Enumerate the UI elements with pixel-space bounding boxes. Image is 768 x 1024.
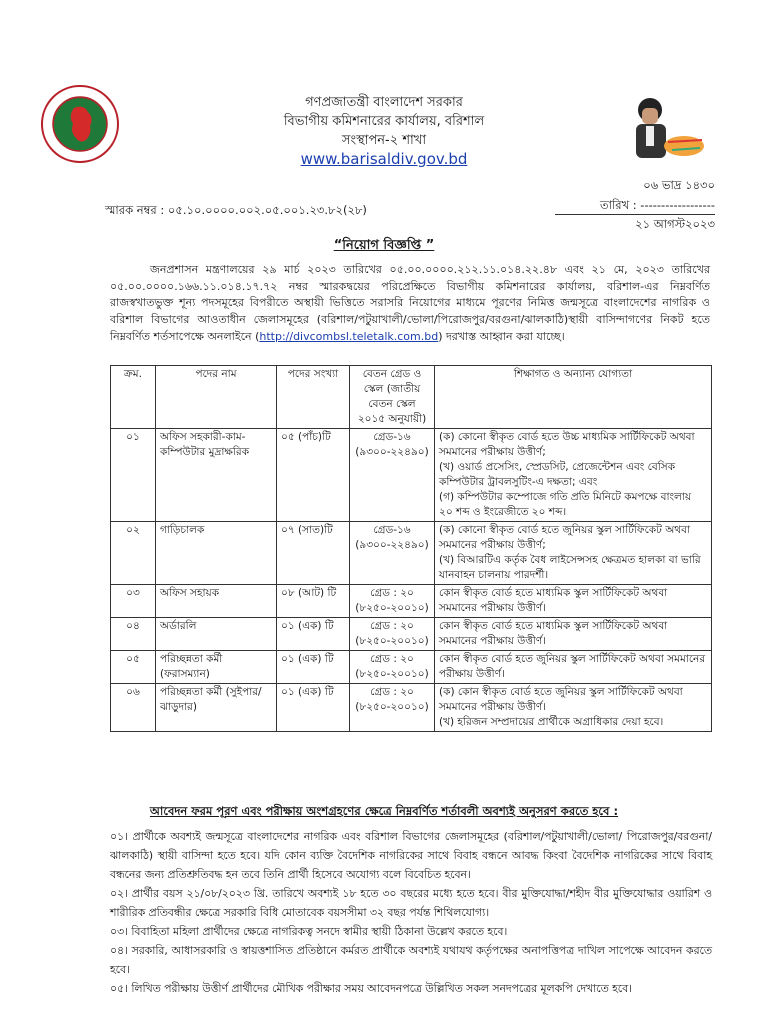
condition-item: ০৩। বিবাহিতা মহিলা প্রার্থীদের ক্ষেত্রে নাগরিকত্ব সনদে স্বামীর স্থায়ী ঠিকানা উল্লেখ করতে হবে। bbox=[110, 925, 508, 938]
row-serial: ০৩ bbox=[111, 585, 156, 618]
application-link[interactable]: http://divcombsl.teletalk.com.bd bbox=[259, 329, 439, 343]
row-post-name: অর্ডারলি bbox=[156, 618, 277, 651]
posts-table bbox=[110, 365, 712, 732]
col-header-qualification: শিক্ষাগত ও অন্যান্য যোগ্যতা bbox=[435, 366, 712, 429]
col-header-count: পদের সংখ্যা bbox=[277, 366, 350, 429]
qualification-item: (খ) বিআরটিএ কর্তৃক বৈধ লাইসেন্সসহ ক্ষেত্রমত হালকা বা ভারি যানবাহন চালনায় পারদর্শী। bbox=[439, 554, 701, 581]
intro-text-1: জনপ্রশাসন মন্ত্রণালয়ের ২৯ মার্চ ২০২৩ তারিখের ০৫.০০.০০০০.২১২.১১.০১৪.২২.৪৮ এবং ২১ মে, ২০২৩ তারিখের ০৫.০০.০০০০.১৬৬.১১.০১৪.১৭.৭২ নম্বর স্মারকদ্বয়ের পরিপ্রেক্ষিতে বিভাগীয় কমিশনারের কার্যালয়, বরিশাল-এর নিম্নবর্ণিত রাজস্বখাতভুক্ত শূন্য পদসমূহের বিপরীতে অস্থায়ী ভিত্তিতে সরাসরি নিয়োগের মাধ্যমে পূরণের নিমিত্ত জন্মসূত্রে বাংলাদেশের নাগরিক ও বরিশাল বিভাগের আওতাধীন জেলাসমূহের (বরিশাল/পটুয়াখালী/ভোলা/পিরোজপুর/বরগুনা/ঝালকাঠি)স্থায়ী বাসিন্দাগণের নিকট হতে নিম্নবর্ণিত শর্তসাপেক্ষে অনলাইনে ( bbox=[110, 263, 710, 343]
row-serial: ০৫ bbox=[111, 651, 156, 684]
row-grade: গ্রেড-১৬ bbox=[373, 431, 411, 443]
qualification-item: কোন স্বীকৃত বোর্ড হতে মাধ্যমিক স্কুল সার্টিফিকেট অথবা সমমানের পরীক্ষায় উত্তীর্ণ। bbox=[439, 620, 668, 647]
row-grade-scale bbox=[350, 429, 435, 522]
col-header-sl: ক্রম. bbox=[111, 366, 156, 429]
condition-item: ০২। প্রার্থীর বয়স ২১/০৮/২০২৩ খ্রি. তারিখে অবশ্যই ১৮ হতে ৩০ বছরের মধ্যে হতে হবে। বীর মুক্তিযোদ্ধা/শহীদ বীর মুক্তিযোদ্ধার ওয়ারিশ ও শারীরিক প্রতিবন্ধীর ক্ষেত্রে সরকারি বিধি মোতাবেক বয়সসীমা ৩২ বছর পর্যন্ত শিথিলযোগ্য। bbox=[110, 887, 712, 919]
table-row bbox=[111, 651, 712, 684]
row-post-count: ০১ (এক) টি bbox=[277, 684, 350, 732]
condition-item: ০১। প্রার্থীকে অবশ্যই জন্মসূত্রে বাংলাদেশের নাগরিক এবং বরিশাল বিভাগের জেলাসমূহের (বরিশাল/পটুয়াখালী/ভোলা/ পিরোজপুর/বরগুনা/ঝালকাঠি) স্থায়ী বাসিন্দা হতে হবে। যদি কোন ব্যক্তি বৈদেশিক নাগরিকের সাথে বিবাহ বন্ধনে আবদ্ধ কিংবা বৈদেশিক নাগরিকের সাথে বিবাহ বন্ধনের জন্য প্রতিশ্রুতিবদ্ধ হন তবে তিনি প্রার্থী হিসেবে অযোগ্য বলে বিবেচিত হবেন। bbox=[110, 830, 712, 881]
row-grade: গ্রেড : ২০ bbox=[370, 620, 414, 632]
qualification-item: (খ) হরিজন সম্প্রদায়ের প্রার্থীকে অগ্রাধিকার দেয়া হবে। bbox=[439, 716, 664, 728]
row-post-count: ০৫ (পাঁচ)টি bbox=[277, 429, 350, 522]
row-qualifications bbox=[435, 429, 712, 522]
qualification-item: (ক) কোনো স্বীকৃত বোর্ড হতে উচ্চ মাধ্যমিক সার্টিফিকেট অথবা সমমানের পরীক্ষায় উত্তীর্ণ; bbox=[439, 431, 695, 458]
condition-item: ০৪। সরকারি, আধাসরকারি ও স্বায়ত্তশাসিত প্রতিষ্ঠানে কর্মরত প্রার্থীকে অবশ্যই যথাযথ কর্তৃপক্ষের অনাপত্তিপত্র দাখিল সাপেক্ষে আবেদন করতে হবে। bbox=[110, 944, 712, 976]
qualification-item: কোন স্বীকৃত বোর্ড হতে জুনিয়র স্কুল সার্টিফিকেট অথবা সমমানের পরীক্ষায় উত্তীর্ণ। bbox=[439, 653, 706, 680]
qualification-item: (খ) ওয়ার্ড প্রসেসিং, স্প্রেডসিট, প্রেজেন্টেশন এবং বেসিক কম্পিউটার ট্রাবলসুটিং-এ দক্ষতা; এবং bbox=[439, 461, 676, 488]
intro-text-2: ) দরখাস্ত আহ্বান করা যাচ্ছে। bbox=[438, 329, 565, 343]
table-row bbox=[111, 618, 712, 651]
row-qualifications bbox=[435, 522, 712, 585]
table-row bbox=[111, 684, 712, 732]
row-scale: (৮২৫০-২০০১০) bbox=[355, 701, 429, 713]
row-serial: ০১ bbox=[111, 429, 156, 522]
row-serial: ০৪ bbox=[111, 618, 156, 651]
row-post-name: অফিস সহায়ক bbox=[156, 585, 277, 618]
header-line-2: বিভাগীয় কমিশনারের কার্যালয়, বরিশাল bbox=[283, 114, 485, 129]
conditions-title: আবেদন ফরম পূরণ এবং পরীক্ষায় অংশগ্রহণের ক্ষেত্রে নিম্নবর্ণিত শর্তাবলী অবশ্যই অনুসরণ করতে হবে : bbox=[149, 804, 619, 818]
row-scale: (৮২৫০-২০০১০) bbox=[355, 635, 429, 647]
table-header-row bbox=[111, 366, 712, 429]
row-post-name: পরিচ্ছন্নতা কর্মী (ফরাসম্যান) bbox=[156, 651, 277, 684]
qualification-item: (ক) কোনো স্বীকৃত বোর্ড হতে জুনিয়র স্কুল সার্টিফিকেট অথবা সমমানের পরীক্ষায় উত্তীর্ণ; bbox=[439, 524, 690, 551]
qualification-item: (ক) কোন স্বীকৃত বোর্ড হতে জুনিয়র স্কুল সার্টিফিকেট অথবা সমমানের পরীক্ষায় উত্তীর্ণ। bbox=[439, 686, 683, 713]
row-scale: (৮২৫০-২০০১০) bbox=[355, 668, 429, 680]
row-scale: (৯৩০০-২২৪৯০) bbox=[355, 539, 429, 551]
row-post-name: পরিচ্ছন্নতা কর্মী (সুইপার/ঝাড়ুদার) bbox=[156, 684, 277, 732]
condition-item: ০৫। লিখিত পরীক্ষায় উত্তীর্ণ প্রার্থীদের মৌখিক পরীক্ষার সময় আবেদনপত্রে উল্লিখিত সকল সনদপত্রের মূলকপি দেখাতে হবে। bbox=[110, 982, 633, 995]
row-post-name: গাড়িচালক bbox=[156, 522, 277, 585]
date-label: তারিখ : ------------------ bbox=[599, 198, 715, 212]
table-row bbox=[111, 429, 712, 522]
table-row bbox=[111, 522, 712, 585]
website-link[interactable]: www.barisaldiv.gov.bd bbox=[300, 150, 468, 168]
portrait-logo-icon bbox=[622, 88, 710, 164]
qualification-item: কোন স্বীকৃত বোর্ড হতে মাধ্যমিক স্কুল সার্টিফিকেট অথবা সমমানের পরীক্ষায় উত্তীর্ণ। bbox=[439, 587, 668, 614]
row-grade: গ্রেড : ২০ bbox=[370, 686, 414, 698]
row-scale: (৯৩০০-২২৪৯০) bbox=[355, 446, 429, 458]
row-scale: (৮২৫০-২০০১০) bbox=[355, 602, 429, 614]
row-grade: গ্রেড : ২০ bbox=[370, 587, 414, 599]
row-post-count: ০১ (এক) টি bbox=[277, 618, 350, 651]
government-seal-icon bbox=[40, 84, 120, 164]
row-post-count: ০১ (এক) টি bbox=[277, 651, 350, 684]
row-grade-scale bbox=[350, 684, 435, 732]
intro-paragraph bbox=[110, 262, 710, 346]
notice-title: “নিয়োগ বিজ্ঞপ্তি ” bbox=[333, 238, 435, 253]
row-grade-scale bbox=[350, 585, 435, 618]
col-header-grade: বেতন গ্রেড ও স্কেল (জাতীয় বেতন স্কেল ২০১৫ অনুযায়ী) bbox=[350, 366, 435, 429]
row-grade: গ্রেড : ২০ bbox=[370, 653, 414, 665]
row-post-count: ০৭ (সাত)টি bbox=[277, 522, 350, 585]
header-line-1: গণপ্রজাতন্ত্রী বাংলাদেশ সরকার bbox=[305, 95, 463, 110]
memo-number: স্মারক নম্বর : ০৫.১০.০০০০.০০২.০৫.০০১.২৩.৮২(২৮) bbox=[105, 203, 367, 217]
row-qualifications bbox=[435, 585, 712, 618]
row-qualifications bbox=[435, 651, 712, 684]
bangla-date: ০৬ ভাদ্র ১৪৩০ bbox=[643, 178, 715, 192]
row-serial: ০২ bbox=[111, 522, 156, 585]
col-header-post: পদের নাম bbox=[156, 366, 277, 429]
conditions-list bbox=[110, 827, 712, 998]
row-post-count: ০৮ (আট) টি bbox=[277, 585, 350, 618]
english-date: ২১ আগস্ট২০২৩ bbox=[555, 214, 715, 232]
table-row bbox=[111, 585, 712, 618]
row-qualifications bbox=[435, 618, 712, 651]
qualification-item: (গ) কম্পিউটার কম্পোজে গতি প্রতি মিনিটে কমপক্ষে বাংলায় ২০ শব্দ ও ইংরেজীতে ২০ শব্দ। bbox=[439, 491, 692, 518]
row-serial: ০৬ bbox=[111, 684, 156, 732]
row-grade-scale bbox=[350, 522, 435, 585]
row-grade: গ্রেড-১৬ bbox=[373, 524, 411, 536]
row-grade-scale bbox=[350, 618, 435, 651]
row-post-name: অফিস সহকারী-কাম-কম্পিউটার মুদ্রাক্ষরিক bbox=[156, 429, 277, 522]
row-qualifications bbox=[435, 684, 712, 732]
row-grade-scale bbox=[350, 651, 435, 684]
header-line-3: সংস্থাপন-২ শাখা bbox=[341, 133, 427, 148]
